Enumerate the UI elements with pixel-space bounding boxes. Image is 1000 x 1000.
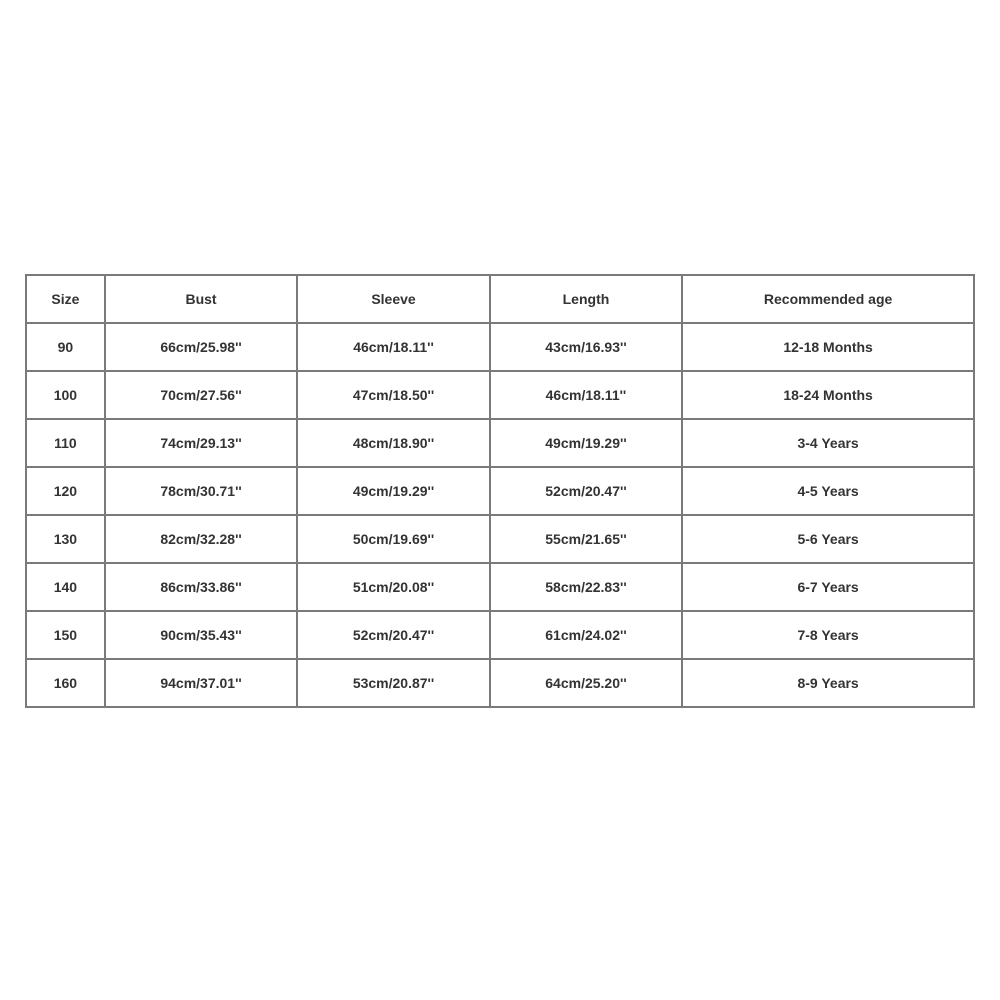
cell-recommended-age: 3-4 Years	[682, 419, 974, 467]
cell-size: 160	[26, 659, 105, 707]
header-size: Size	[26, 275, 105, 323]
cell-size: 90	[26, 323, 105, 371]
table-row	[26, 611, 974, 659]
cell-sleeve: 53cm/20.87''	[297, 659, 489, 707]
cell-recommended-age: 8-9 Years	[682, 659, 974, 707]
cell-recommended-age: 7-8 Years	[682, 611, 974, 659]
cell-size: 150	[26, 611, 105, 659]
cell-recommended-age: 18-24 Months	[682, 371, 974, 419]
header-bust: Bust	[105, 275, 297, 323]
header-row	[26, 275, 974, 323]
header-length: Length	[490, 275, 682, 323]
cell-size: 120	[26, 467, 105, 515]
table-row	[26, 563, 974, 611]
table-row	[26, 659, 974, 707]
cell-size: 110	[26, 419, 105, 467]
table-row	[26, 467, 974, 515]
cell-length: 61cm/24.02''	[490, 611, 682, 659]
cell-length: 52cm/20.47''	[490, 467, 682, 515]
cell-size: 100	[26, 371, 105, 419]
table-row	[26, 371, 974, 419]
header-sleeve: Sleeve	[297, 275, 489, 323]
cell-length: 43cm/16.93''	[490, 323, 682, 371]
cell-recommended-age: 12-18 Months	[682, 323, 974, 371]
size-chart-table	[25, 274, 975, 708]
cell-bust: 94cm/37.01''	[105, 659, 297, 707]
cell-sleeve: 51cm/20.08''	[297, 563, 489, 611]
cell-bust: 74cm/29.13''	[105, 419, 297, 467]
cell-length: 55cm/21.65''	[490, 515, 682, 563]
cell-bust: 70cm/27.56''	[105, 371, 297, 419]
cell-recommended-age: 5-6 Years	[682, 515, 974, 563]
cell-size: 140	[26, 563, 105, 611]
cell-sleeve: 50cm/19.69''	[297, 515, 489, 563]
cell-bust: 78cm/30.71''	[105, 467, 297, 515]
cell-recommended-age: 4-5 Years	[682, 467, 974, 515]
cell-bust: 66cm/25.98''	[105, 323, 297, 371]
cell-length: 46cm/18.11''	[490, 371, 682, 419]
table-row	[26, 515, 974, 563]
table-row	[26, 419, 974, 467]
cell-length: 49cm/19.29''	[490, 419, 682, 467]
cell-bust: 82cm/32.28''	[105, 515, 297, 563]
cell-sleeve: 48cm/18.90''	[297, 419, 489, 467]
cell-length: 64cm/25.20''	[490, 659, 682, 707]
cell-size: 130	[26, 515, 105, 563]
cell-sleeve: 49cm/19.29''	[297, 467, 489, 515]
table-row	[26, 323, 974, 371]
cell-sleeve: 52cm/20.47''	[297, 611, 489, 659]
header-recommended-age: Recommended age	[682, 275, 974, 323]
cell-recommended-age: 6-7 Years	[682, 563, 974, 611]
cell-length: 58cm/22.83''	[490, 563, 682, 611]
cell-bust: 86cm/33.86''	[105, 563, 297, 611]
cell-bust: 90cm/35.43''	[105, 611, 297, 659]
cell-sleeve: 46cm/18.11''	[297, 323, 489, 371]
cell-sleeve: 47cm/18.50''	[297, 371, 489, 419]
